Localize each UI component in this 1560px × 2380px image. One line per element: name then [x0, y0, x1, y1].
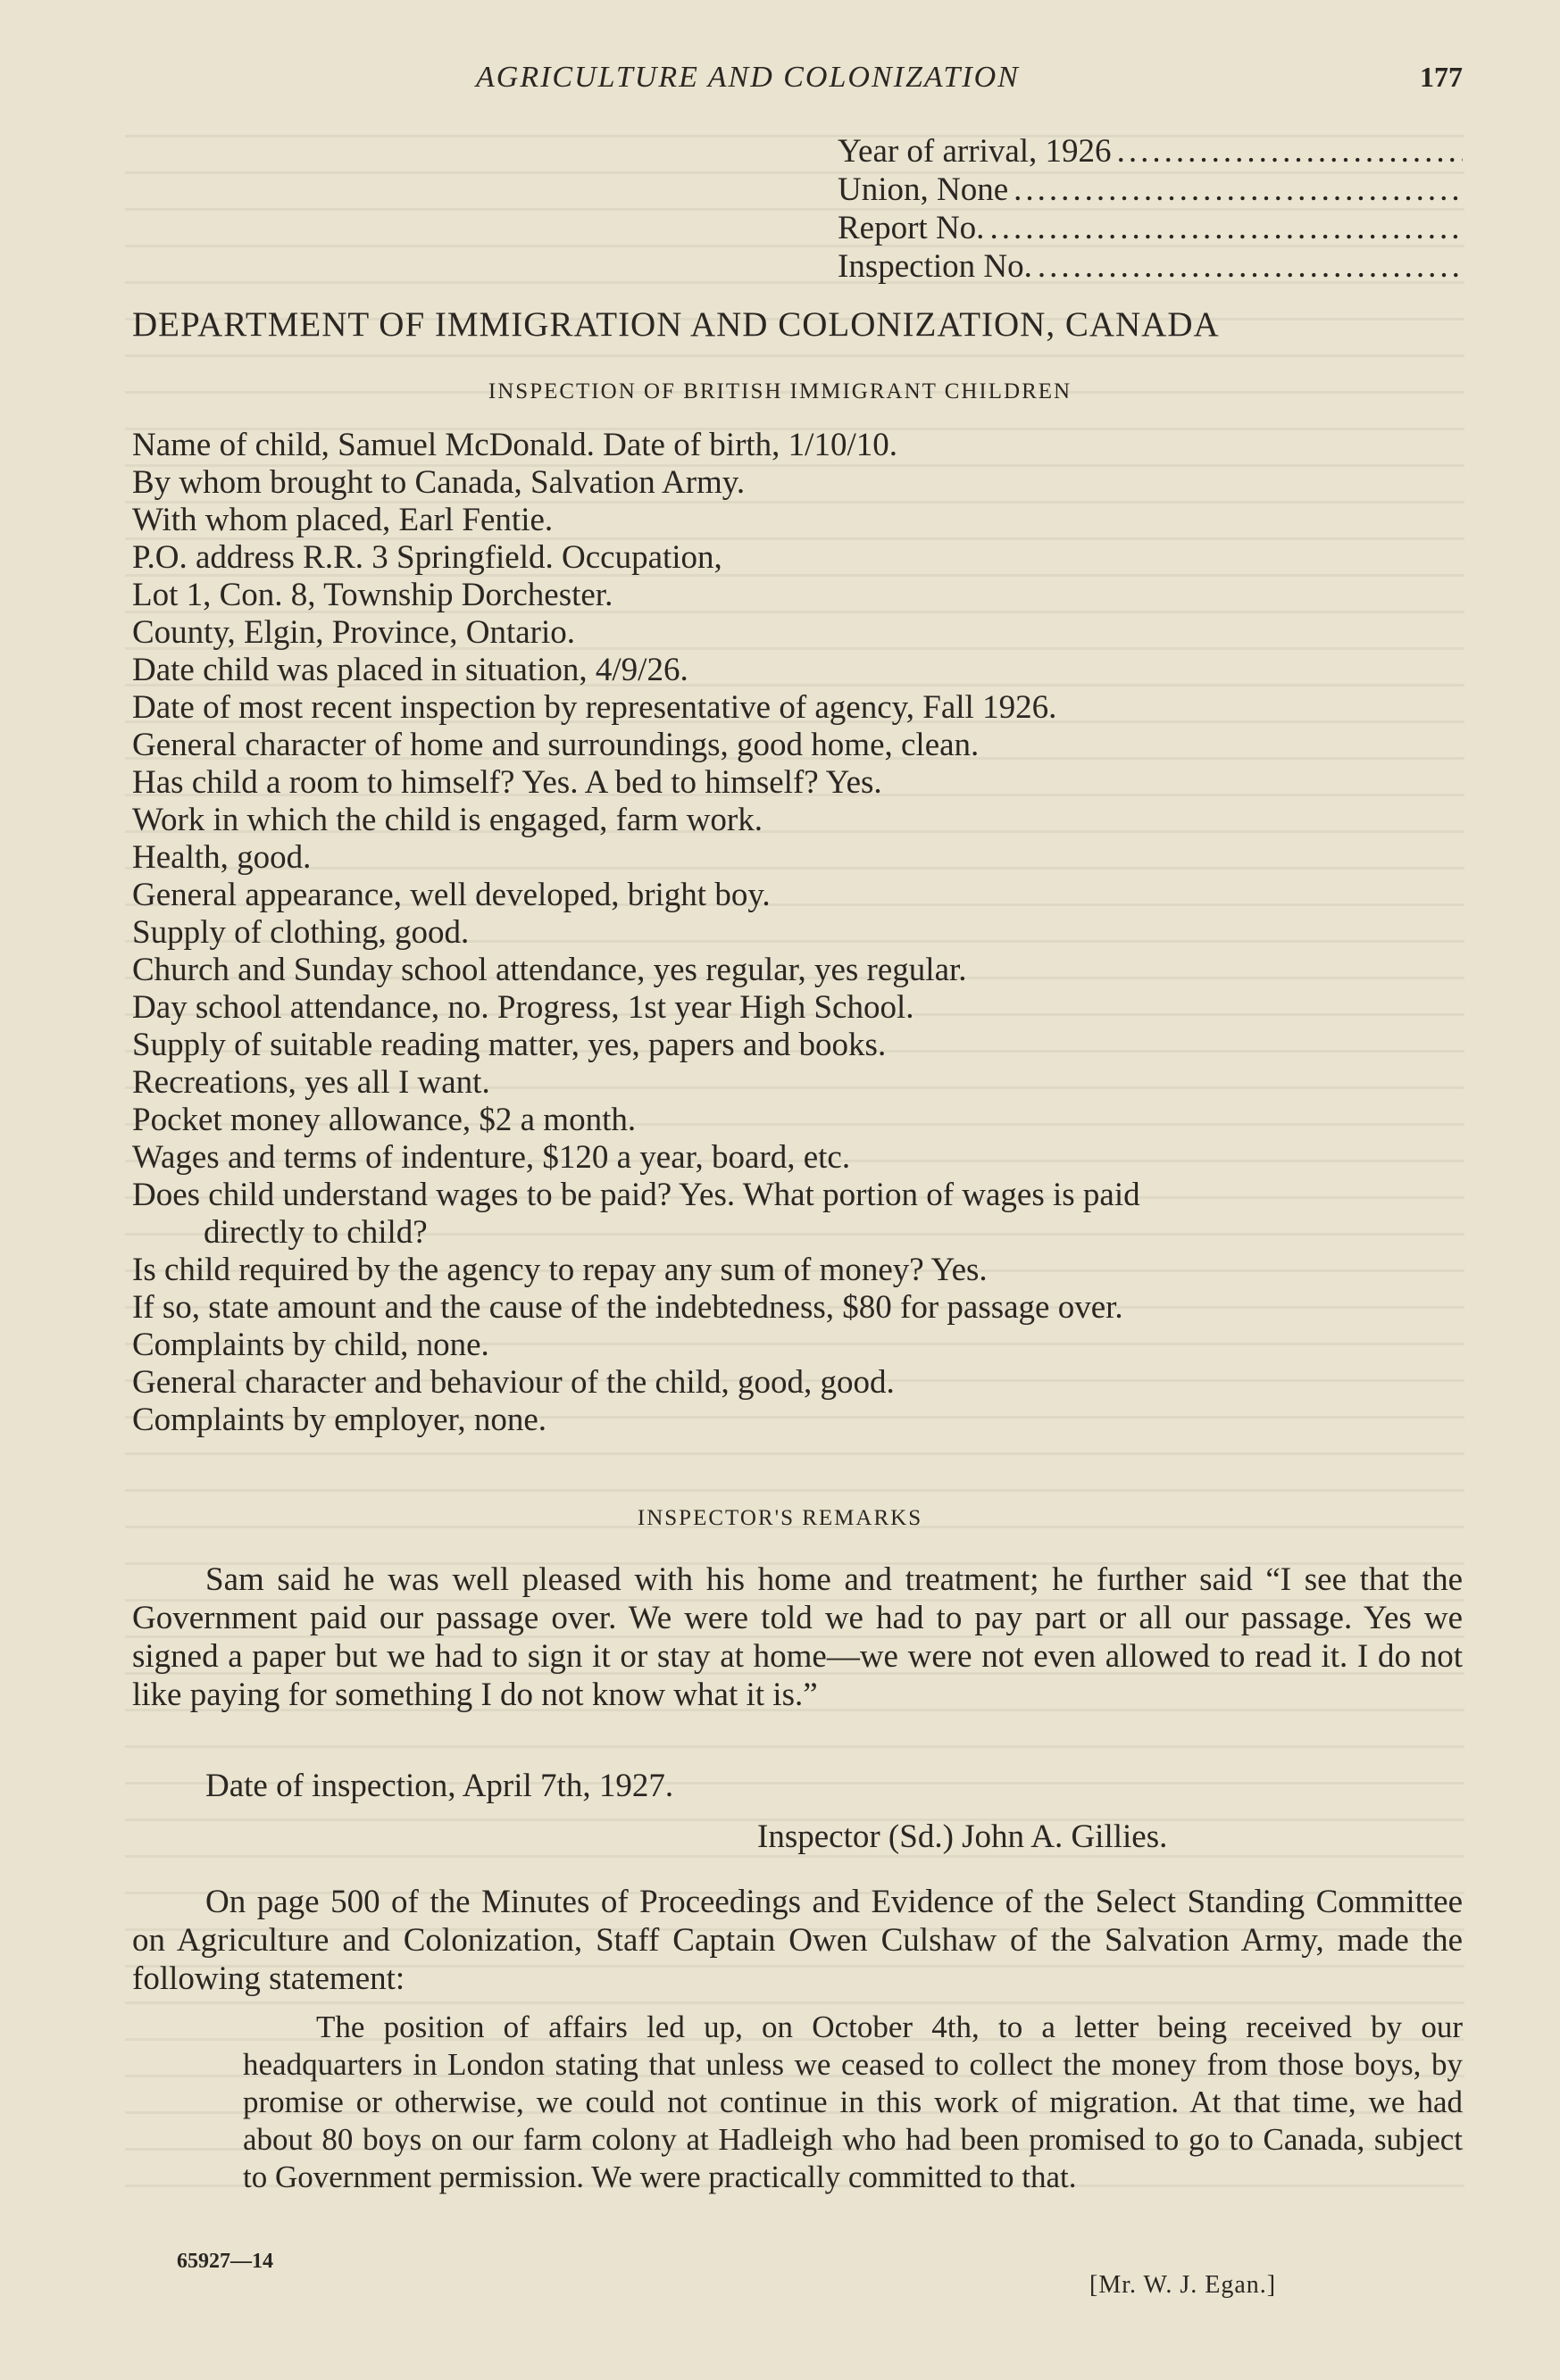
field-home-character: General character of home and surroundings, good home, clean. [132, 727, 980, 763]
field-pocket-money: Pocket money allowance, $2 a month. [132, 1102, 637, 1138]
meta-union: Union, None ..... [838, 171, 1463, 209]
field-recent-inspection: Date of most recent inspection by representative of agency, Fall 1926. [132, 689, 1057, 726]
quoted-statement: The position of affairs led up, on October 4th, to a letter being received by our headquarters in London stating that unless we ceased to collect the money from those boys, by promise or otherwise, we could not continue in this work of migration. At that time, we had about 80 boys on our farm colony at Hadleigh who had been promised to go to Canada, subject to Government permission. We were practically committed to that. [243, 2010, 1463, 2194]
meta-year-of-arrival: Year of arrival, 1926 ..... [838, 132, 1463, 171]
field-lot-township: Lot 1, Con. 8, Township Dorchester. [132, 577, 613, 613]
meta-report-no: Report No. ..... [838, 209, 1463, 247]
field-behaviour: General character and behaviour of the child, good, good. [132, 1364, 895, 1401]
field-understand-wages: Does child understand wages to be paid? Yes. What portion of wages is paid [132, 1177, 1140, 1213]
field-understand-wages-cont: directly to child? [204, 1214, 428, 1251]
field-po-address: P.O. address R.R. 3 Springfield. Occupation, [132, 539, 722, 576]
speaker-attribution: [Mr. W. J. Egan.] [1089, 2271, 1277, 2299]
field-wages: Wages and terms of indenture, $120 a year, board, etc. [132, 1139, 851, 1176]
field-work: Work in which the child is engaged, farm work. [132, 802, 763, 838]
field-room-bed: Has child a room to himself? Yes. A bed to himself? Yes. [132, 764, 882, 801]
department-heading: DEPARTMENT OF IMMIGRATION AND COLONIZATION, CANADA [132, 305, 1220, 344]
report-meta-block [838, 132, 1463, 286]
field-date-placed: Date child was placed in situation, 4/9/26. [132, 652, 688, 688]
field-brought-by: By whom brought to Canada, Salvation Army. [132, 464, 746, 501]
field-indebtedness: If so, state amount and the cause of the indebtedness, $80 for passage over. [132, 1289, 1123, 1326]
form-subheading: INSPECTION OF BRITISH IMMIGRANT CHILDREN [488, 379, 1072, 404]
field-church-attendance: Church and Sunday school attendance, yes regular, yes regular. [132, 952, 967, 988]
field-health: Health, good. [132, 839, 312, 876]
field-recreations: Recreations, yes all I want. [132, 1064, 490, 1101]
field-appearance: General appearance, well developed, bright boy. [132, 877, 771, 913]
field-name-of-child: Name of child, Samuel McDonald. Date of birth, 1/10/10. [132, 427, 897, 463]
field-reading-matter: Supply of suitable reading matter, yes, papers and books. [132, 1027, 887, 1063]
running-title: AGRICULTURE AND COLONIZATION [476, 61, 1020, 94]
evidence-paragraph: On page 500 of the Minutes of Proceedings and Evidence of the Select Standing Committee on Agriculture and Colonization, Staff Captain Owen Culshaw of the Salvation Army, made the following statement: [132, 1884, 1463, 1997]
page-number: 177 [1420, 61, 1463, 93]
meta-inspection-no: Inspection No. ..... [838, 247, 1463, 286]
field-repay: Is child required by the agency to repay any sum of money? Yes. [132, 1252, 988, 1288]
field-complaints-employer: Complaints by employer, none. [132, 1402, 547, 1438]
field-day-school: Day school attendance, no. Progress, 1st year High School. [132, 989, 914, 1026]
remarks-heading: INSPECTOR'S REMARKS [637, 1506, 923, 1530]
inspection-form-fields [132, 427, 1472, 1439]
inspection-date: Date of inspection, April 7th, 1927. [205, 1768, 674, 1804]
field-complaints-child: Complaints by child, none. [132, 1327, 489, 1363]
field-clothing: Supply of clothing, good. [132, 914, 470, 951]
inspector-signature: Inspector (Sd.) John A. Gillies. [757, 1818, 1168, 1855]
page-header [132, 61, 1463, 100]
inspector-remarks: Sam said he was well pleased with his home and treatment; he further said “I see that the Government paid our passage over. We were told we had to pay part or all our passage. Yes we signed a paper but we had to sign it or stay at home—we were not even allowed to read it. I do not like paying for something I do not know what it is.” [132, 1561, 1463, 1713]
print-code: 65927—14 [177, 2250, 273, 2273]
field-placed-with: With whom placed, Earl Fentie. [132, 502, 554, 538]
field-county-province: County, Elgin, Province, Ontario. [132, 614, 576, 651]
